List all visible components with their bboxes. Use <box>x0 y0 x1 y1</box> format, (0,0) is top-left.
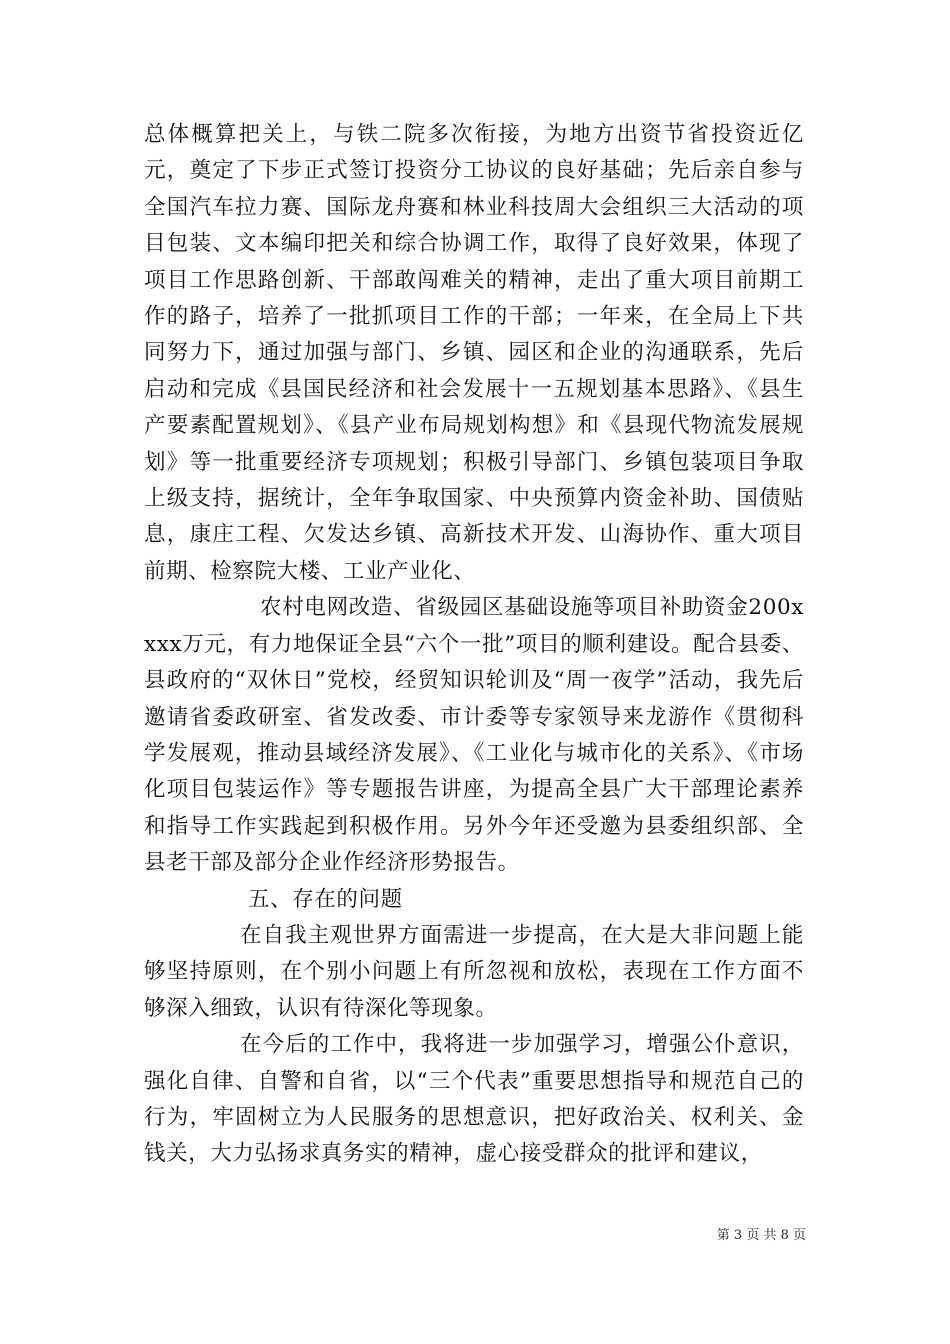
page-number-footer: 第 3 页 共 8 页 <box>716 1228 806 1243</box>
paragraph-3: 在自我主观世界方面需进一步提高，在大是大非问题上能够坚持原则，在个别小问题上有所忽视和放松，表现在工作方面不够深入细致，认识有待深化等现象。 <box>144 922 804 1021</box>
paragraph-1: 总体概算把关上，与铁二院多次衔接，为地方出资节省投资近亿元，奠定了下步正式签订投资分工协议的良好基础；先后亲自参与全国汽车拉力赛、国际龙舟赛和林业科技周大会组织三大活动的项目包装、文本编印把关和综合协调工作，取得了良好效果，体现了项目工作思路创新、干部敢闯难关的精神，走出了重大项目前期工作的路子，培养了一批抓项目工作的干部；一年来，在全局上下共同努力下，通过加强与部门、乡镇、园区和企业的沟通联系，先后启动和完成《县国民经济和社会发展十一五规划基本思路》、《县生产要素配置规划》、《县产业布局规划构想》和《县现代物流发展规划》等一批重要经济专项规划；积极引导部门、乡镇包装项目争取上级支持，据统计，全年争取国家、中央预算内资金补助、国债贴息，康庄工程、欠发达乡镇、高新技术开发、山海协作、重大项目前期、检察院大楼、工业产业化、 <box>144 122 804 584</box>
document-body <box>144 117 804 1173</box>
paragraph-4: 在今后的工作中，我将进一步加强学习，增强公仆意识，强化自律、自警和自省，以“三个代表”重要思想指导和规范自己的行为，牢固树立为人民服务的思想意识，把好政治关、权利关、金钱关，大力弘扬求真务实的精神，虚心接受群众的批评和建议， <box>144 1032 804 1167</box>
section-heading: 五、存在的问题 <box>248 886 403 912</box>
paragraph-2: 农村电网改造、省级园区基础设施等项目补助资金200xxxx万元，有力地保证全县“六个一批”项目的顺利建设。配合县委、县政府的“双休日”党校，经贸知识轮训及“周一夜学”活动，我先后邀请省委政研室、省发改委、市计委等专家领导来龙游作《贯彻科学发展观，推动县域经济发展》、《工业化与城市化的关系》、《市场化项目包装运作》等专题报告讲座，为提高全县广大干部理论素养和指导工作实践起到积极作用。另外今年还受邀为县委组织部、全县老干部及部分企业作经济形势报告。 <box>144 595 804 876</box>
